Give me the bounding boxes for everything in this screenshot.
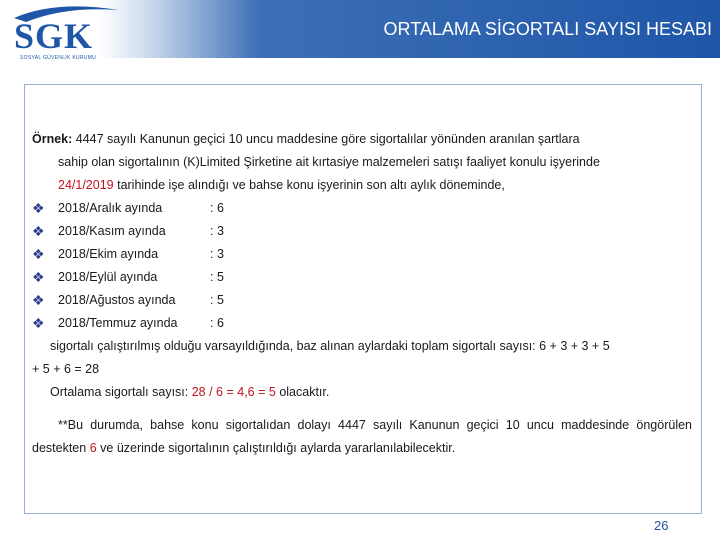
month-value: : 6 [210, 316, 224, 330]
page-title: ORTALAMA SİGORTALI SAYISI HESABI [383, 19, 712, 39]
month-label: 2018/Ekim ayında [58, 247, 159, 261]
example-label: Örnek: [32, 132, 73, 146]
hire-date: 24/1/2019 [58, 178, 114, 192]
average-label: Ortalama sigortalı sayısı: [50, 385, 189, 399]
footnote-count: 6 [89, 441, 97, 455]
example-line-2: sahip olan sigortalının (K)Limited Şirketine ait kırtasiye malzemeleri satışı faaliyet konulu işyerinde [58, 155, 600, 169]
footnote-text-2: ve üzerinde sigortalının çalıştırıldığı aylarda yararlanılabilecektir. [100, 441, 456, 455]
month-value: : 5 [210, 293, 224, 307]
bullet-diamond-icon: ❖ [32, 269, 45, 285]
footnote-text-1: **Bu durumda, bahse konu sigortalıdan dolayı 4447 sayılı Kanunun geçici 10 uncu maddesinde öngörülen destekten [32, 418, 692, 455]
month-label: 2018/Eylül ayında [58, 270, 158, 284]
header [0, 0, 720, 60]
list-item [32, 289, 692, 312]
list-item [32, 312, 692, 335]
footnote [32, 414, 692, 460]
list-item [32, 220, 692, 243]
month-label: 2018/Aralık ayında [58, 201, 163, 215]
logo-text: SGK [14, 16, 94, 56]
month-label: 2018/Ağustos ayında [58, 293, 176, 307]
bullet-diamond-icon: ❖ [32, 292, 45, 308]
example-line-3 [32, 174, 692, 197]
average-formula: 28 / 6 = 4,6 = 5 [191, 385, 276, 399]
month-value: : 3 [210, 224, 224, 238]
list-item [32, 197, 692, 220]
example-line-1 [32, 128, 692, 151]
bullet-diamond-icon: ❖ [32, 200, 45, 216]
summary-line-2: + 5 + 6 = 28 [32, 362, 100, 376]
example-text-3: tarihinde işe alındığı ve bahse konu işyerinin son altı aylık döneminde, [117, 178, 505, 192]
bullet-diamond-icon: ❖ [32, 246, 45, 262]
month-value: : 3 [210, 247, 224, 261]
list-item [32, 266, 692, 289]
summary-line-1: sigortalı çalıştırılmış olduğu varsayıldığında, baz alınan aylardaki toplam sigortalı sayısı: 6 + 3 + 3 + 5 [50, 339, 610, 353]
spacer [32, 404, 692, 414]
sgk-logo [6, 4, 124, 61]
example-paragraph [32, 128, 692, 197]
month-value: : 6 [210, 201, 224, 215]
page-number: 26 [654, 518, 669, 533]
example-text-1: 4447 sayılı Kanunun geçici 10 uncu maddesine göre sigortalılar yönünden aranılan şartlara [75, 132, 580, 146]
bullet-diamond-icon: ❖ [32, 223, 45, 239]
list-item [32, 243, 692, 266]
month-value: : 5 [210, 270, 224, 284]
bullet-diamond-icon: ❖ [32, 315, 45, 331]
months-list [32, 197, 692, 335]
average-line [32, 381, 692, 404]
logo-subtitle: SOSYAL GÜVENLİK KURUMU [20, 55, 97, 61]
month-label: 2018/Temmuz ayında [58, 316, 178, 330]
average-suffix: olacaktır. [279, 385, 330, 399]
slide-content [32, 128, 692, 460]
month-label: 2018/Kasım ayında [58, 224, 166, 238]
